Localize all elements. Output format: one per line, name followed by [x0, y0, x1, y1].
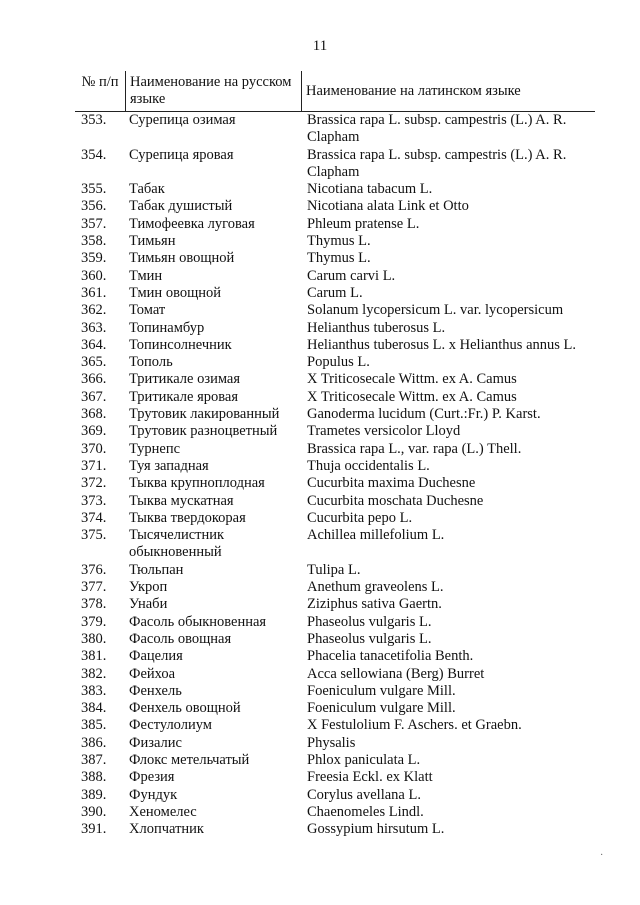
table-row [75, 769, 595, 786]
latin-name: Phaseolus vulgaris L. [307, 630, 432, 647]
russian-name: Тимьян овощной [129, 250, 235, 267]
table-row [75, 752, 595, 769]
russian-name: Фрезия [129, 769, 175, 786]
russian-name: Тыква твердокорая [129, 509, 246, 526]
russian-name: Флокс метельчатый [129, 751, 250, 768]
latin-name: Acca sellowiana (Berg) Burret [307, 665, 485, 682]
latin-name: X Festulolium F. Aschers. et Graebn. [307, 717, 522, 734]
russian-name: Хеномелес [129, 803, 197, 820]
table-row [75, 441, 595, 458]
table-row [75, 666, 595, 683]
table-row [75, 147, 595, 182]
russian-name: Топинамбур [129, 319, 205, 336]
table-row [75, 596, 595, 613]
latin-name: Anethum graveolens L. [307, 579, 444, 596]
row-number: 353. [81, 112, 107, 128]
latin-name: Nicotiana alata Link et Otto [307, 198, 469, 215]
latin-name: Helianthus tuberosus L. x Helianthus annus L. [307, 336, 577, 353]
table-row [75, 285, 595, 302]
russian-name: Фейхоа [129, 665, 176, 682]
latin-name: Carum L. [307, 284, 363, 301]
table-row [75, 614, 595, 631]
russian-name: Сурепица яровая [129, 146, 234, 163]
latin-name: Nicotiana tabacum L. [307, 181, 433, 198]
table-row [75, 579, 595, 596]
row-number: 361. [81, 284, 107, 301]
row-number: 376. [81, 561, 107, 578]
row-number: 390. [81, 803, 107, 820]
table-row [75, 787, 595, 804]
russian-name: Унаби [129, 596, 168, 613]
latin-name: Ziziphus sativa Gaertn. [307, 596, 442, 613]
table-row [75, 233, 595, 250]
row-number: 391. [81, 821, 107, 838]
russian-name: Укроп [129, 579, 168, 596]
latin-name: Phlox paniculata L. [307, 751, 421, 768]
russian-name: Физалис [129, 734, 182, 751]
russian-name: Тимофеевка луговая [129, 215, 255, 232]
table-row [75, 268, 595, 285]
table-row [75, 683, 595, 700]
row-number: 371. [81, 457, 107, 474]
latin-name: X Triticosecale Wittm. ex A. Camus [307, 388, 517, 405]
row-number: 375. [81, 527, 107, 544]
russian-name: Табак душистый [129, 198, 233, 215]
row-number: 364. [81, 336, 107, 353]
russian-name: Тмин овощной [129, 284, 221, 301]
table-row [75, 527, 595, 562]
latin-name: Helianthus tuberosus L. [307, 319, 446, 336]
latin-name: X Triticosecale Wittm. ex A. Camus [307, 371, 517, 388]
row-number: 355. [81, 181, 107, 198]
russian-name: Тыква мускатная [129, 492, 234, 509]
russian-name: Хлопчатник [129, 821, 204, 838]
table-row [75, 337, 595, 354]
header-russian-name: Наименование на русском языке [125, 71, 302, 111]
row-number: 387. [81, 751, 107, 768]
latin-name: Phleum pratense L. [307, 215, 420, 232]
table-row [75, 648, 595, 665]
russian-name: Тимьян [129, 233, 176, 250]
row-number: 362. [81, 302, 107, 319]
row-number: 368. [81, 406, 107, 423]
row-number: 359. [81, 250, 107, 267]
latin-name: Gossypium hirsutum L. [307, 821, 445, 838]
russian-name: Трутовик лакированный [129, 406, 280, 423]
russian-name: Туя западная [129, 457, 209, 474]
russian-name: Тыква крупноплодная [129, 475, 265, 492]
russian-name: Тритикале яровая [129, 388, 239, 405]
row-number: 385. [81, 717, 107, 734]
russian-name: Фасоль обыкновенная [129, 613, 267, 630]
latin-name: Brassica rapa L. subsp. campestris (L.) A. R. Clapham [307, 112, 567, 146]
row-number: 369. [81, 423, 107, 440]
latin-name: Cucurbita maxima Duchesne [307, 475, 476, 492]
table-row [75, 735, 595, 752]
latin-name: Thuja occidentalis L. [307, 457, 430, 474]
header-number: № п/п [81, 74, 119, 90]
latin-name: Phaseolus vulgaris L. [307, 613, 432, 630]
row-number: 373. [81, 492, 107, 509]
latin-name: Brassica rapa L., var. rapa (L.) Thell. [307, 440, 522, 457]
latin-name: Trametes versicolor Lloyd [307, 423, 461, 440]
table-row [75, 198, 595, 215]
row-number: 389. [81, 786, 107, 803]
table-row [75, 821, 595, 838]
row-number: 363. [81, 319, 107, 336]
russian-name: Тмин [129, 267, 163, 284]
latin-name: Freesia Eckl. ex Klatt [307, 769, 433, 786]
table-row [75, 717, 595, 734]
russian-name: Фенхель овощной [129, 700, 241, 717]
table-header [75, 71, 595, 112]
russian-name: Фацелия [129, 648, 183, 665]
scan-mark: · [600, 850, 604, 861]
page-number: 11 [312, 38, 328, 54]
latin-name: Carum carvi L. [307, 267, 396, 284]
latin-name: Cucurbita moschata Duchesne [307, 492, 484, 509]
latin-name: Chaenomeles Lindl. [307, 803, 424, 820]
russian-name: Трутовик разноцветный [129, 423, 278, 440]
russian-name: Томат [129, 302, 166, 319]
table-row [75, 302, 595, 319]
russian-name: Турнепс [129, 440, 181, 457]
latin-name: Populus L. [307, 354, 370, 371]
latin-name: Phacelia tanacetifolia Benth. [307, 648, 474, 665]
row-number: 374. [81, 509, 107, 526]
russian-name: Табак [129, 181, 165, 198]
table-row [75, 389, 595, 406]
table-row [75, 510, 595, 527]
latin-name: Foeniculum vulgare Mill. [307, 682, 456, 699]
latin-name: Cucurbita pepo L. [307, 509, 413, 526]
table-row [75, 371, 595, 388]
table-row [75, 475, 595, 492]
table-row [75, 562, 595, 579]
table-row [75, 458, 595, 475]
row-number: 379. [81, 613, 107, 630]
russian-name: Фундук [129, 786, 178, 803]
table-row [75, 181, 595, 198]
row-number: 357. [81, 215, 107, 232]
russian-name: Тысячелистник обыкновенный [129, 527, 225, 561]
russian-name: Фасоль овощная [129, 630, 232, 647]
table-row [75, 631, 595, 648]
table-row [75, 700, 595, 717]
latin-name: Physalis [307, 734, 356, 751]
table-row [75, 354, 595, 371]
row-number: 367. [81, 388, 107, 405]
header-latin-name: Наименование на латинском языке [306, 82, 521, 99]
table-body [75, 112, 595, 838]
row-number: 384. [81, 700, 107, 717]
latin-name: Solanum lycopersicum L. var. lycopersicum [307, 302, 564, 319]
russian-name: Тополь [129, 354, 173, 371]
row-number: 370. [81, 440, 107, 457]
table-row [75, 406, 595, 423]
species-table [75, 71, 595, 838]
russian-name: Тюльпан [129, 561, 184, 578]
latin-name: Ganoderma lucidum (Curt.:Fr.) P. Karst. [307, 406, 541, 423]
row-number: 378. [81, 596, 107, 613]
russian-name: Топинсолнечник [129, 336, 232, 353]
row-number: 360. [81, 267, 107, 284]
latin-name: Thymus L. [307, 250, 371, 267]
row-number: 354. [81, 146, 107, 163]
row-number: 372. [81, 475, 107, 492]
table-row [75, 423, 595, 440]
row-number: 377. [81, 579, 107, 596]
table-row [75, 804, 595, 821]
table-row [75, 112, 595, 147]
russian-name: Сурепица озимая [129, 112, 236, 128]
table-row [75, 493, 595, 510]
table-row [75, 250, 595, 267]
latin-name: Foeniculum vulgare Mill. [307, 700, 456, 717]
row-number: 383. [81, 682, 107, 699]
row-number: 358. [81, 233, 107, 250]
row-number: 381. [81, 648, 107, 665]
latin-name: Brassica rapa L. subsp. campestris (L.) A. R. Clapham [307, 146, 567, 180]
row-number: 380. [81, 630, 107, 647]
latin-name: Thymus L. [307, 233, 371, 250]
row-number: 365. [81, 354, 107, 371]
row-number: 386. [81, 734, 107, 751]
row-number: 388. [81, 769, 107, 786]
russian-name: Фенхель [129, 682, 182, 699]
russian-name: Фестулолиум [129, 717, 212, 734]
table-row [75, 216, 595, 233]
row-number: 366. [81, 371, 107, 388]
table-row [75, 320, 595, 337]
latin-name: Achillea millefolium L. [307, 527, 445, 544]
row-number: 356. [81, 198, 107, 215]
latin-name: Tulipa L. [307, 561, 361, 578]
row-number: 382. [81, 665, 107, 682]
latin-name: Corylus avellana L. [307, 786, 421, 803]
russian-name: Тритикале озимая [129, 371, 241, 388]
